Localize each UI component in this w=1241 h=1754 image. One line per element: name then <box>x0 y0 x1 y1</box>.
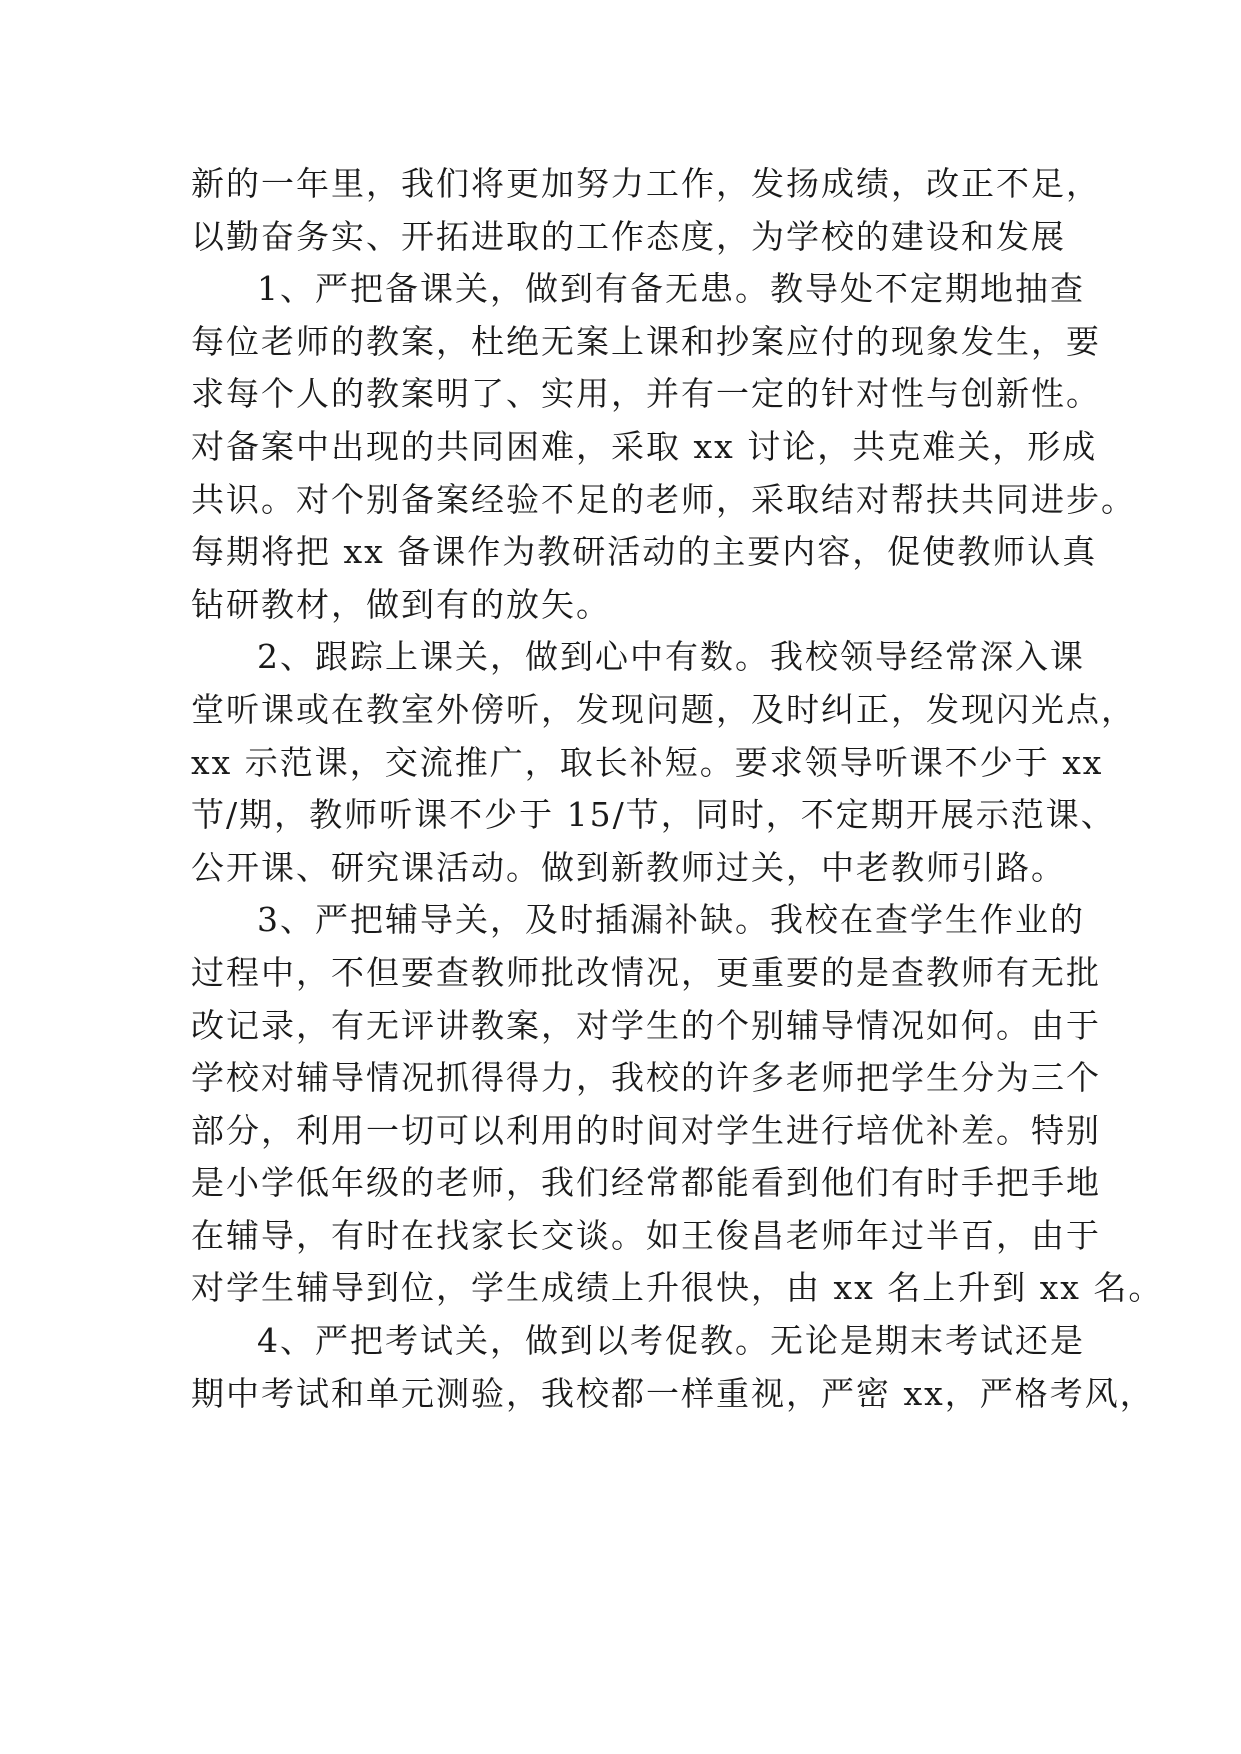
text-line: 部分，利用一切可以利用的时间对学生进行培优补差。特别 <box>191 1110 1101 1150</box>
text-line: 新的一年里，我们将更加努力工作，发扬成绩，改正不足， <box>191 164 1101 203</box>
text-line: 4、严把考试关，做到以考促教。无论是期末考试还是 <box>257 1321 1085 1361</box>
text-line: 3、严把辅导关，及时插漏补缺。我校在查学生作业的 <box>257 900 1085 940</box>
text-line: 在辅导，有时在找家长交谈。如王俊昌老师年过半百，由于 <box>191 1215 1101 1255</box>
text-line: 求每个人的教案明了、实用，并有一定的针对性与创新性。 <box>191 374 1101 414</box>
text-line: 节/期，教师听课不少于 15/节，同时，不定期开展示范课、 <box>191 795 1116 835</box>
text-line: 每期将把 xx 备课作为教研活动的主要内容，促使教师认真 <box>191 532 1098 572</box>
document-body <box>191 158 1164 1420</box>
text-line: 过程中，不但要查教师批改情况，更重要的是查教师有无批 <box>191 952 1101 992</box>
text-line: xx 示范课，交流推广，取长补短。要求领导听课不少于 xx <box>191 742 1104 782</box>
text-line: 对学生辅导到位，学生成绩上升很快，由 xx 名上升到 xx 名。 <box>191 1268 1164 1308</box>
text-line: 以勤奋务实、开拓进取的工作态度，为学校的建设和发展 <box>191 216 1066 256</box>
text-line: 学校对辅导情况抓得得力，我校的许多老师把学生分为三个 <box>191 1058 1101 1098</box>
text-line: 是小学低年级的老师，我们经常都能看到他们有时手把手地 <box>191 1163 1101 1203</box>
text-line: 期中考试和单元测验，我校都一样重视，严密 xx，严格考风， <box>191 1373 1155 1413</box>
text-line: 公开课、研究课活动。做到新教师过关，中老教师引路。 <box>191 847 1066 887</box>
text-line: 每位老师的教案，杜绝无案上课和抄案应付的现象发生，要 <box>191 321 1101 361</box>
text-line: 堂听课或在教室外傍听，发现问题，及时纠正，发现闪光点， <box>191 689 1136 729</box>
text-line: 对备案中出现的共同困难，采取 xx 讨论，共克难关，形成 <box>191 426 1098 466</box>
text-line: 2、跟踪上课关，做到心中有数。我校领导经常深入课 <box>257 637 1085 677</box>
text-line: 共识。对个别备案经验不足的老师，采取结对帮扶共同进步。 <box>191 479 1136 519</box>
text-line: 1、严把备课关，做到有备无患。教导处不定期地抽查 <box>257 269 1085 309</box>
text-line: 改记录，有无评讲教案，对学生的个别辅导情况如何。由于 <box>191 1005 1101 1045</box>
text-line: 钻研教材，做到有的放矢。 <box>191 584 611 624</box>
